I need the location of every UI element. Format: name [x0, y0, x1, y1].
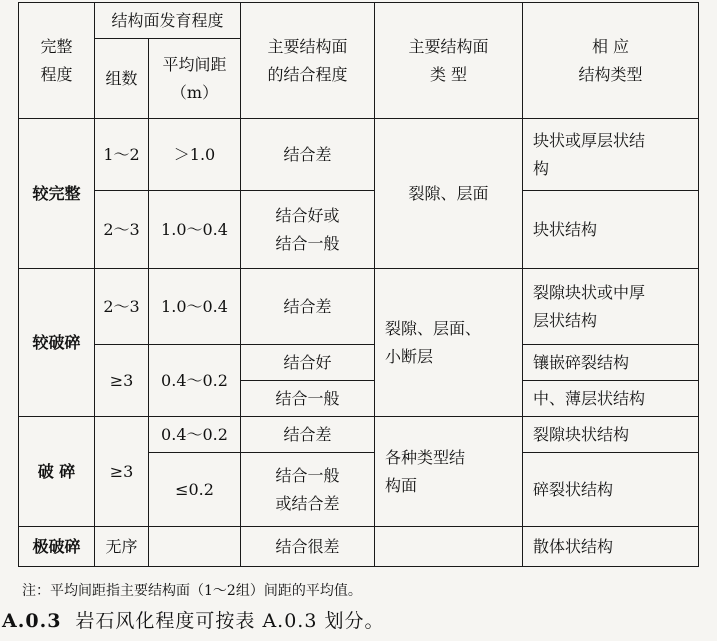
main-type-cell-empty: [375, 527, 523, 567]
header-completeness: 完整 程度: [19, 3, 95, 119]
group-count-cell: 无序: [95, 527, 149, 567]
header-main-structure-type: 主要结构面 类 型: [375, 3, 523, 119]
class-cell-extremely-broken: 极破碎: [19, 527, 95, 567]
group-count-cell: ≥3: [95, 417, 149, 527]
header-bonding-degree: 主要结构面 的结合程度: [241, 3, 375, 119]
main-type-cell: 裂隙、层面: [375, 119, 523, 269]
group-count-cell: ≥3: [95, 345, 149, 417]
bonding-cell: 结合差: [241, 119, 375, 191]
bonding-cell: 结合一般: [241, 381, 375, 417]
structure-type-cell: 镶嵌碎裂结构: [523, 345, 699, 381]
group-count-cell: 2～3: [95, 191, 149, 269]
structure-type-cell: 裂隙块状结构: [523, 417, 699, 453]
rock-mass-integrity-table: [18, 2, 699, 567]
spacing-cell: 0.4～0.2: [149, 417, 241, 453]
group-count-cell: 1～2: [95, 119, 149, 191]
table-footnote: 注：平均间距指主要结构面（1～2组）间距的平均值。: [22, 583, 362, 599]
structure-type-cell: 块状或厚层状结 构: [523, 119, 699, 191]
class-cell-broken: 破 碎: [19, 417, 95, 527]
group-count-cell: 2～3: [95, 269, 149, 345]
structure-type-cell: 碎裂状结构: [523, 453, 699, 527]
bonding-cell: 结合很差: [241, 527, 375, 567]
structure-type-cell: 中、薄层状结构: [523, 381, 699, 417]
spacing-cell: ≤0.2: [149, 453, 241, 527]
class-cell-relatively-complete: 较完整: [19, 119, 95, 269]
spacing-cell: 0.4～0.2: [149, 345, 241, 417]
main-type-cell: 裂隙、层面、 小断层: [375, 269, 523, 417]
bonding-cell: 结合差: [241, 417, 375, 453]
spacing-cell: 1.0～0.4: [149, 269, 241, 345]
bonding-cell: 结合好或 结合一般: [241, 191, 375, 269]
structure-type-cell: 块状结构: [523, 191, 699, 269]
structure-type-cell: 散体状结构: [523, 527, 699, 567]
header-group-count: 组数: [95, 39, 149, 119]
header-structure-development: 结构面发育程度: [95, 3, 241, 39]
header-average-spacing: 平均间距 （m）: [149, 39, 241, 119]
bonding-cell: 结合好: [241, 345, 375, 381]
header-structure-type: 相 应 结构类型: [523, 3, 699, 119]
bonding-cell: 结合一般 或结合差: [241, 453, 375, 527]
clause-number: A.0.3: [2, 610, 62, 632]
structure-type-cell: 裂隙块状或中厚 层状结构: [523, 269, 699, 345]
class-cell-relatively-broken: 较破碎: [19, 269, 95, 417]
spacing-cell-empty: [149, 527, 241, 567]
clause-text: 岩石风化程度可按表 A.0.3 划分。: [75, 610, 385, 632]
main-type-cell: 各种类型结 构面: [375, 417, 523, 527]
clause-heading: [2, 607, 384, 635]
spacing-cell: ＞1.0: [149, 119, 241, 191]
bonding-cell: 结合差: [241, 269, 375, 345]
spacing-cell: 1.0～0.4: [149, 191, 241, 269]
